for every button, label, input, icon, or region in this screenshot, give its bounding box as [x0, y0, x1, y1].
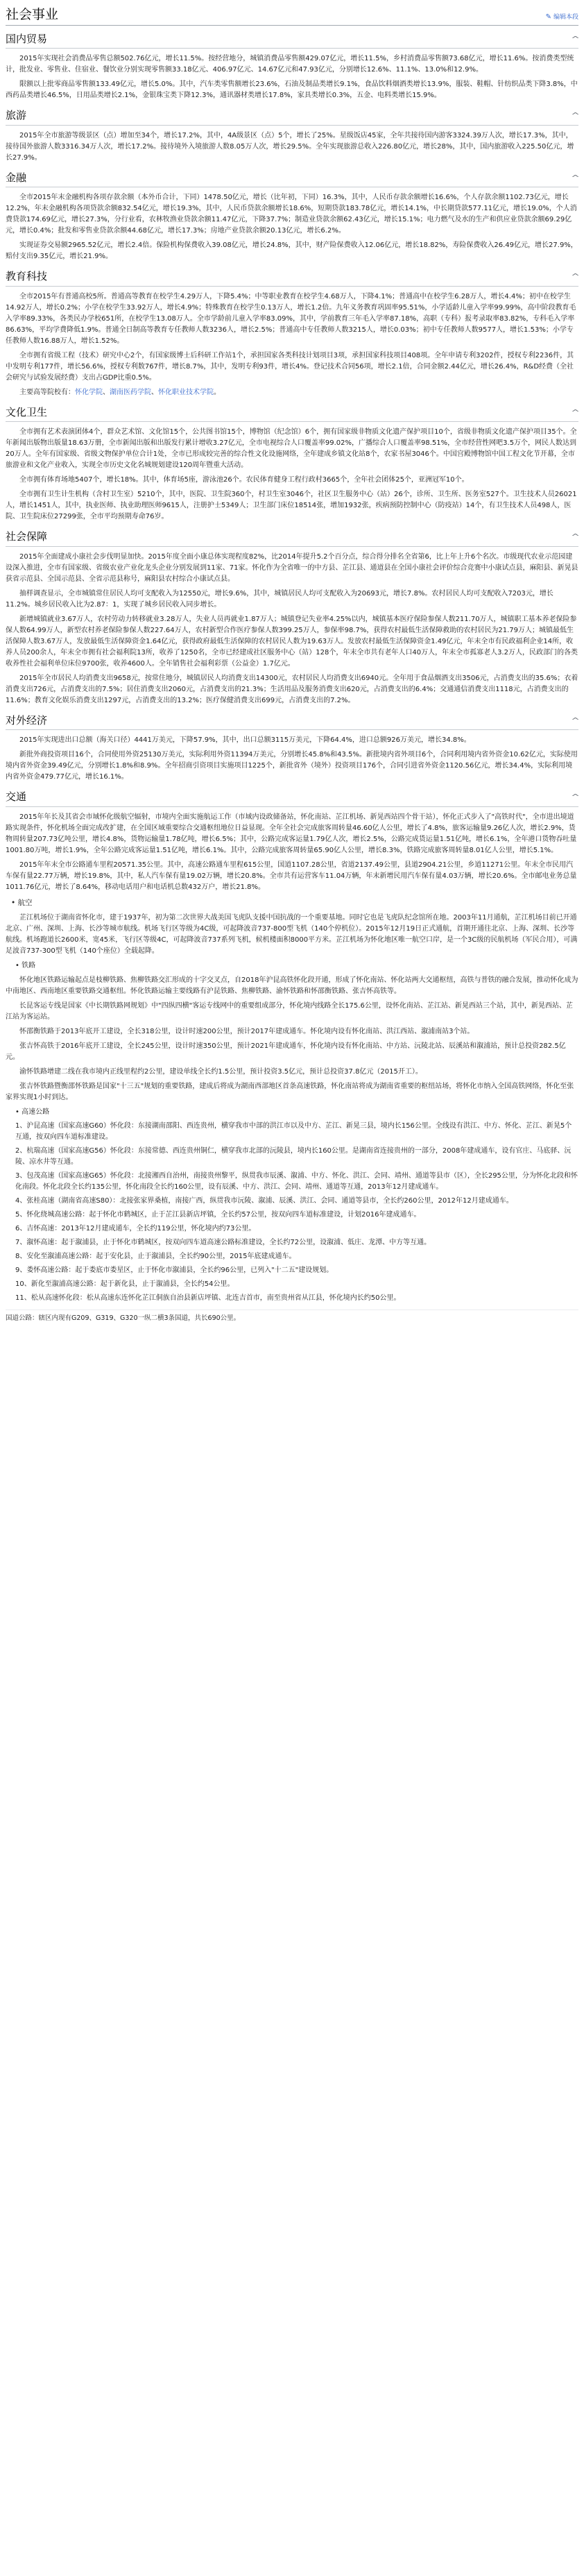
pencil-icon: ✎ — [545, 12, 551, 21]
separator: 、 — [151, 388, 158, 396]
section-header-tourism[interactable] — [6, 105, 578, 126]
paragraph: 全市2015年末金融机构各项存款余额（本外币合计，下同）1478.50亿元，增长（比年初，下同）16.3%，其中，人民币存款余额增长16.6%，个人存款余额1102.73亿元，增长12.2%，年末金融机构各项贷款余额832.54亿元，增长19.3%，其中，人民币贷款余额增长18.6%，短期贷款183.78亿元，增长14.1%，中长期贷款577.11亿元，增长19.0%，个人消费贷款174.69亿元，增长27.3%，分行业看，农林牧渔业贷款余额11.47亿元，下降37.7%；制造业贷款余额62.43亿元，增长15.1%；电力燃气及水的生产和供应业贷款余额69.29亿元，增长0.4%；批发和零售业贷款余额44.68亿元，增长17.3%；房地产业贷款余额20.13亿元，增长6.2%。 — [6, 194, 577, 235]
colleges-note — [6, 387, 578, 398]
link-huaihua-university[interactable]: 怀化学院 — [75, 388, 103, 396]
link-hunan-medical-university[interactable]: 湖南医药学院 — [110, 388, 151, 396]
section-header-culture[interactable] — [6, 402, 578, 423]
collapse-icon[interactable]: ^ — [570, 173, 580, 183]
section-social-security — [6, 526, 578, 706]
paragraph-railway: 长昆客运专线是国家《中长期铁路网规划》中"四纵四横"客运专线网中的重要组成部分，怀化境内线路全长175.6公里，设怀化南站、芷江站、新晃西站三个站，其中，新晃西站、芷江站为客运站。 — [6, 1001, 573, 1021]
page-title: 社会事业 — [6, 7, 59, 22]
title-row — [6, 4, 578, 26]
section-foreign-economy — [6, 710, 578, 783]
section-finance — [6, 167, 578, 263]
collapse-icon[interactable]: ^ — [570, 715, 580, 725]
section-body — [6, 49, 578, 101]
section-header-finance[interactable] — [6, 167, 578, 188]
highway-item: 7、溆怀高速：起于溆浦县，止于怀化市鹤城区，按双向四车道高速公路标准建设，全长约72公里，设溆浦、低庄、龙潭、中方等互通。 — [15, 1238, 431, 1246]
paragraph-railway: 张吉怀高铁于2016年底开工建设，全长245公里，设计时速350公里，预计2021年建成通车，怀化境内设有怀化南站、中方站、沅陵北站、辰溪站和溆浦站，预计总投资282.5亿元。 — [6, 1042, 566, 1061]
paragraph: 2015年年末全市公路通车里程20571.35公里。其中，高速公路通车里程615公里，国道1107.28公里，省道2137.49公里，县道2904.21公里，乡道11271公里。年末全市民用汽车保有量22.77万辆，增长19.8%，其中，私人汽车保有量19.02万辆，增长20.8%。全市共有运营客车11.04万辆，年末新增民用汽车保有量4.03万辆，增长20.6%。全市邮电业务总量1011.76亿元，增长了8.64%，移动电话用户和电话机总数432万户，增长21.8%。 — [6, 861, 577, 891]
note-prefix: 主要高等院校有： — [19, 388, 75, 396]
edit-section-button[interactable] — [546, 12, 578, 23]
paragraph: 全市2015年有普通高校5所。普通高等教育在校学生4.29万人，下降5.4%；中等职业教育在校学生4.68万人，下降4.1%；普通高中在校学生6.28万人，增长4.4%；初中在校学生14.92万人，增长0.2%；小学在校学生33.92万人，增长4.9%；特殊教育在校学生0.13万人，增长1.2倍。九年义务教育巩固率95.51%，小学适龄儿童入学率99.99%，高中阶段教育毛入学率89.33%，各类民办学校651所，在校学生13.08万人。全市学龄前儿童入学率83.09%，其中，学前教育三年毛入学率87.18%，高职（专科）报考录取率83.82%，专科毛入学率86.63%，平均学费降低1.9%。普通全日制高等教育专任教师人数3236人，增长2.5%；普通高中专任教师人数3215人，增长0.03%；初中专任教师人数9577人，增长1.53%；小学专任教师人数16.88万人，增长1.52%。 — [6, 292, 576, 345]
highway-item: 5、怀化绕城高速公路：起于怀化市鹤城区，止于芷江县新店坪镇，全长约57公里，按双向四车道标准建设，计划2016年建成通车。 — [15, 1210, 421, 1219]
paragraph: 全市拥有卫生计生机构（含村卫生室）5210个，其中，医院、卫生院360个，村卫生室3046个，社区卫生服务中心（站）26个，诊所、卫生所、医务室527个。卫生技术人员26021人，增长1451人，其中，执业医师、执业助理医师9615人，注册护士5349人；卫生部门床位18514张，增加1932张，疾病预防控制中心（防疫站）14个，有卫生技术人员498人，医院、卫生院床位27299张，全市平均预期寿命76岁。 — [6, 491, 577, 521]
section-body — [6, 287, 578, 398]
highway-item: 4、张桂高速（湖南省高速S80）：北接张家界桑植，南接广西，纵贯我市沅陵、溆浦、辰溪、洪江、会同、通道等县市，全长约260公里，2012年12月建成通车。 — [15, 1196, 513, 1205]
paragraph-railway: 怀化地区铁路运输起点是枝柳铁路、焦柳铁路交汇形成的十字交叉点，自2018年沪昆高铁怀化段开通，形成了怀化南站、怀化站两大交通枢纽，高铁与普铁的融合发展，推动怀化成为中南地区、西南地区重要铁路交通枢纽。怀化铁路运输主要线路有沪昆铁路、焦柳铁路、渝怀铁路和怀邵衡铁路、张吉怀高铁等。 — [6, 976, 578, 995]
highway-item: 8、安化至溆浦高速公路：起于安化县，止于溆浦县，全长约90公里，2015年底建成通车。 — [15, 1252, 296, 1260]
section-title: 金融 — [6, 171, 27, 184]
highway-item: 10、新化至溆浦高速公路：起于新化县，止于溆浦县，全长约54公里。 — [15, 1280, 234, 1288]
highway-item: 3、包茂高速（国家高速G65）怀化段：北接湘西自治州，南接贵州黎平，纵贯我市辰溪、溆浦、中方、怀化、洪江、会同、靖州、通道等县市（区），全长295公里，分为怀化北段和怀化南段。怀化北段全长约135公里，怀化南段全长约160公里，设有辰溪、中方、洪江、会同、靖州、通道等互通，2013年12月建成通车。 — [15, 1171, 578, 1191]
paragraph: 新批外商投资项目16个，合同使用外资25130万美元，实际利用外资11394万美元，分别增长45.8%和43.5%。新批境内省外项目6个，合同利用境内省外资金10.62亿元，实际使用境内省外资金39.49亿元，分别增长1.8%和8.9%。全年招商引资项目实施项目1225个，新批省外（境外）投资项目176个，合同引进省外资金1120.56亿元，增长34.4%，实际利用境内省外资金479.77亿元，增长16.1%。 — [6, 751, 578, 781]
section-transport — [6, 786, 578, 1323]
collapse-icon[interactable]: ^ — [570, 793, 580, 802]
section-header-education[interactable] — [6, 266, 578, 287]
collapse-icon[interactable]: ^ — [570, 111, 580, 121]
paragraph: 2015年全市居民人均消费支出9658元，按常住地分，城镇居民人均消费支出14300元，农村居民人均消费支出6940元。全年用于食品烟酒支出3506元，占消费支出的35.6%；衣着消费支出726元，占消费支出的7.5%；居住消费支出2060元，占消费支出的21.3%；生活用品及服务消费支出620元，占消费支出的6.4%；交通通信消费支出1118元，占消费支出的11.6%；教育文化娱乐消费支出1297元，占消费支出的13.2%；医疗保健消费支出699元，占消费支出的7.2%。 — [6, 674, 578, 704]
section-title: 文化卫生 — [6, 405, 48, 418]
section-title: 对外经济 — [6, 713, 48, 727]
section-title: 教育科技 — [6, 270, 48, 283]
subheading-highway: • 高速公路 — [15, 1107, 578, 1118]
highway-item: 1、沪昆高速（国家高速G60）怀化段：东接湖南邵阳、西连贵州，横穿我市中部的洪江市以及中方、芷江、新晃三县，境内长156公里。全线设有洪江、中方、怀化、芷江、新晃5个互通，按双向四车道标准建设。 — [15, 1121, 572, 1141]
section-body — [6, 547, 578, 706]
collapse-icon[interactable]: ^ — [570, 532, 580, 542]
paragraph-railway: 渝怀铁路增建二线在我市境内正线里程约2公里，建设单线全长约1.5公里，预计投资3.5亿元，预计总投资37.8亿元（2015开工）。 — [19, 1067, 422, 1076]
section-title: 社会保障 — [6, 530, 48, 543]
national-road-line: 国道公路：辖区内现有G209、G319、G320一纵二横3条国道，共长690公里。 — [6, 1310, 578, 1323]
subheading-aviation: • 航空 — [11, 897, 578, 909]
edit-label: 编辑本段 — [553, 13, 578, 21]
highway-item: 6、吉怀高速：2013年12月建成通车，全长约119公里，怀化境内约73公里。 — [15, 1224, 256, 1232]
paragraph-railway: 张吉怀铁路暨衡邵怀铁路是国家"十三五"规划的重要铁路，建成后将成为湖南西部地区首条高速铁路，怀化南站将成为湖南省重要的枢纽站场，将怀化市纳入全国高铁网络，怀化至张家界实现1小时到达。 — [6, 1082, 574, 1101]
paragraph: 全市拥有体育场地5407个，增长18%。其中，体育场5座，游泳池26个。农民体育健身工程行政村3665个，全年社会团体25个，亚洲冠军10个。 — [19, 476, 469, 484]
section-body — [6, 422, 578, 523]
highway-item: 2、杭瑞高速（国家高速G56）怀化段：东接常德、西连贵州铜仁，横穿我市北部的沅陵县，境内长160公里。是湖南省连接贵州的一部分，2008年建成通车，设有官庄、马底驿、沅陵、凉水井等互通。 — [15, 1146, 572, 1166]
paragraph: 全市拥有艺术表演团体4个，群众艺术馆、文化馆15个，公共图书馆15个，博物馆（纪念馆）6个，拥有国家级非物质文化遗产保护项目10个，省级非物质文化遗产保护项目35个。全年新闻出版物出版量18.63万册，全市新闻出版和出版发行累计增收3.27亿元，全市电视综合人口覆盖率99.02%，广播综合人口覆盖率98.51%，全市经营性网吧3.5万个，网民人数达到20万人。全年有国家级、省级文物保护单位合计1处，全市已形成较完善的综合性文化设施网络，全年建成乡镇文化站8个，农家书屋3046个。中国宫殿博物馆中国工程文化节开幕，全市旅游业和文化产业收入，实现全市历史文化名城规划建设120周年暨重大活动。 — [6, 428, 577, 470]
paragraph: 新增城镇就业3.67万人，农村劳动力转移就业3.28万人，失业人员再就业1.87万人；城镇登记失业率4.25%以内，城镇基本医疗保险参保人数211.70万人，城镇职工基本养老保险参保人数64.99万人，新型农村养老保险参保人数227.64万人，农村新型合作医疗参保人数399.25万人，参保率98.7%，获得农村最低生活保障救助的农村居民为21.79万人；城镇最低生活保障人数3.67万人，发放最低生活保障资金1.64亿元，获得政府最低生活保障的农村居民人数为19.63万人。发放农村最低生活保障资金1.49亿元，年末全市有民政福利企业14所，收养人员200余人，年末全市拥有社会福利院13所，收养了1250名，全市已经建成社区服务中心（站）128个，年末全市共有老年人口40万人，年末全市孤寡老人3.2万人，民政部门的各类收养性社会福利单位床位9700张，收养4600人。全年销售社会福利彩票（公益金）1.7亿元。 — [6, 615, 578, 668]
paragraph-aviation: 芷江机场位于湖南省怀化市，建于1937年，初为第二次世界大战美国飞虎队支援中国抗战的一个重要基地。同时它也是飞虎队纪念馆所在地。2003年11月通航，芷江机场目前已开通北京、广州、深圳、上海、长沙等城市航线。机场飞行区等级为4C级，可起降波音737-800型飞机（140个停机位）。2015年12月19日正式通航，首期开通往北京、上海、深圳、长沙等航线。机场跑道长2600米，宽45米，飞行区等级4C，可起降波音737系列飞机，候机楼面积8000平方米。芷江机场为怀化地区唯一航空口岸，是一个3C级的民航机场（军民合用），可满足波音737-300型飞机（140个座位）全载起降。 — [6, 913, 578, 955]
section-body — [6, 807, 578, 1323]
paragraph: 2015年实现进出口总额（海关口径）4441万美元，下降57.9%，其中，出口总额3115万美元，下降64.4%，进口总额926万美元，增长34.8%。 — [19, 736, 471, 745]
highway-item: 11、松从高速怀化段：松从高速东连怀化芷江侗族自治县新店坪镇、北连吉首市，南至贵州省从江县，怀化境内长约50公里。 — [15, 1294, 401, 1302]
paragraph: 2015年年长及其省会市域怀化级航空辐射，市境内全面实施航运工作（市域内设政储备站，怀化南站、芷江机场、新晃西站四个骨干站），怀化正式步入了"高铁时代"，全市进出境道路实现条件，怀化机场全面完成改扩建，在全国区域重要综合交通枢纽地位日益显现。全年全社会完成旅客周转量46.60亿人公里，增长了4.8%，旅客运输量9.26亿人次，增长2.9%，货物周转量207.73亿吨公里，增长4.8%，货物运输量1.78亿吨，增长6.5%；其中，公路完成客运量1.79亿人次，增长2.5%，公路完成货运量1.51亿吨，增长6.1%，全年港口货物吞吐量1001.80万吨，增长1.9%，全年公路完成客运量1.51亿吨，增长6.1%。其中，公路完成旅客周转量65.90亿人公里，增长8.3%，铁路完成旅客周转量8.01亿人公里，增长5.1%。 — [6, 813, 577, 854]
highway-item: 9、娄怀高速公路：起于娄底市娄星区，止于怀化市溆浦县，全长约96公里，已列入"十二五"建设规划。 — [15, 1266, 334, 1274]
paragraph: 限额以上批零商品零售额133.49亿元，增长5.0%。其中，汽车类零售额增长23.6%，石油及制品类增长9.1%，食品饮料烟酒类增长13.9%，服装、鞋帽、针纺织品类下降3.8%，中西药品类增长46.5%，日用品类增长2.1%，金银珠宝类下降12.3%，通讯器材类增长17.8%，家具类增长0.3%，五金、电料类增长15.9%。 — [6, 80, 578, 100]
section-header-transport[interactable] — [6, 786, 578, 807]
section-body — [6, 187, 578, 262]
paragraph: 全市拥有省级工程（技术）研究中心2个，有国家级博士后科研工作站1个，承担国家各类科技计划项目3项，承担国家科技项目408项。全年申请专利3202件，授权专利2236件，其中发明专利177件，增长56.6%，授权专利数767件，增长8.7%，其中，发明专利93件，增长4%。登记技术合同56项，增长2.1倍，合同金额2.44亿元，增长26.4%，R&D经费（全社会研究与试验发展经费）支出占GDP比重0.5%。 — [6, 351, 574, 382]
section-culture — [6, 402, 578, 523]
section-header-foreign[interactable] — [6, 710, 578, 731]
link-huaihua-vocational-college[interactable]: 怀化职业技术学院 — [158, 388, 214, 396]
section-body — [6, 126, 578, 164]
section-header-social[interactable] — [6, 526, 578, 547]
paragraph: 抽样调查显示，全市城镇常住居民人均可支配收入为12550元，增长9.6%，其中，城镇居民人均可支配收入为20693元，增长7.8%。农村居民人均可支配收入7203元，增长11.2%。城乡居民收入比为2.87：1，实现了城乡居民收入同步增长。 — [6, 589, 553, 609]
section-title: 国内贸易 — [6, 32, 48, 45]
section-trade — [6, 28, 578, 102]
separator: 、 — [103, 388, 110, 396]
section-title: 交通 — [6, 790, 27, 804]
collapse-icon[interactable]: ^ — [570, 272, 580, 282]
section-header-trade[interactable] — [6, 28, 578, 49]
paragraph: 2015年全市旅游等级景区（点）增加至34个，增长17.2%，其中，4A级景区（点）5个，增长了25%。星级饭店45家，全年共接待国内游客3324.39万人次，增长17.3%，其中，接待国外旅游人数3316.34万人次，增长17.2%。接待境外入境旅游人数8.05万人次，增长29.5%。全年实现旅游总收入226.80亿元，增长28%，其中，国内旅游收入225.50亿元，增长27.9%。 — [6, 131, 574, 162]
subheading-railway: • 铁路 — [15, 960, 578, 972]
collapse-icon[interactable]: ^ — [570, 407, 580, 417]
paragraph: 2015年实现社会消费品零售总额502.76亿元，增长11.5%。按经营地分，城镇消费品零售额429.07亿元，增长11.5%，乡村消费品零售额73.68亿元，增长11.6%。按消费类型统计，批发业、零售业、住宿业、餐饮业分别实现零售额33.18亿元、406.97亿元、14.67亿元和47.93亿元，分别增长12.6%、11.1%、13.0%和12.9%。 — [6, 55, 574, 74]
section-body — [6, 730, 578, 783]
paragraph: 2015年全面建成小康社会步伐明显加快。2015年度全面小康总体实现程度82%，比2014年提升5.2个百分点，综合得分排名全省第6，比上年上升6个名次。市级现代农业示范园建设深入推进，全市有国家级、省级农业产业化龙头企业分别发展到11家、71家。怀化作为全省唯一的中方县、芷江县、通道县在全国小康社会评价综合竞赛中小康试点县，麻阳县、新晃县获省示范县、全国示范县、全省示范县称号，麻阳县农村综合小康试点县。 — [6, 552, 578, 583]
section-tourism — [6, 105, 578, 164]
collapse-icon[interactable]: ^ — [570, 34, 580, 44]
paragraph: 实现证券交易额2965.52亿元，增长2.4倍。保险机构保费收入39.08亿元，增长24.8%，其中，财产险保费收入12.06亿元，增长18.82%，寿险保费收入26.49亿元，增长27.9%，赔付支出9.35亿元，增长21.9%。 — [6, 242, 578, 261]
paragraph-railway: 怀邵衡铁路于2013年底开工建设，全长318公里，设计时速200公里，预计2017年建成通车。怀化境内设有怀化南站、洪江西站、溆浦南站3个站。 — [19, 1027, 474, 1035]
section-education — [6, 266, 578, 398]
note-end: 。 — [214, 388, 221, 396]
section-title: 旅游 — [6, 109, 27, 122]
